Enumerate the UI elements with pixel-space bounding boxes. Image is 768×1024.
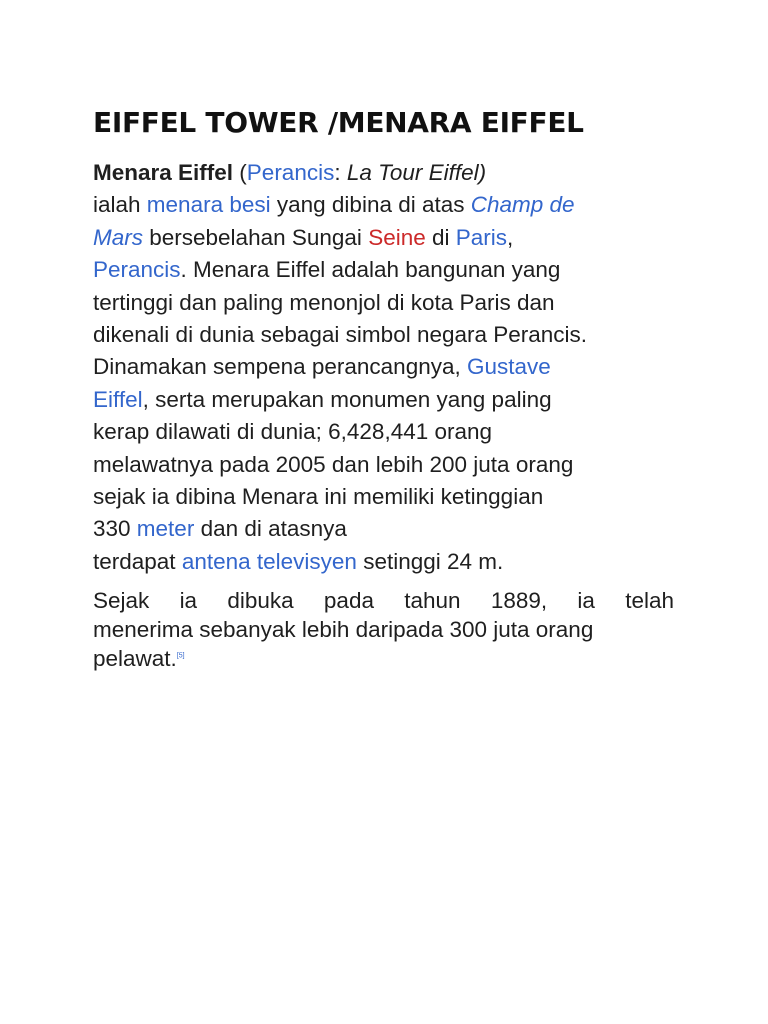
link-antena-televisyen[interactable]: antena televisyen: [181, 548, 357, 574]
text-fragment: pelawat.: [93, 646, 177, 671]
text-fragment: dan di atasnya: [194, 516, 347, 542]
link-perancis-2[interactable]: Perancis: [93, 257, 181, 283]
link-champ-de-mars[interactable]: Champ de: [470, 192, 575, 218]
paragraph-visitors: [93, 586, 674, 673]
text-fragment: :: [334, 160, 347, 185]
text-fragment: yang dibina di atas: [270, 192, 471, 218]
word: ia: [179, 588, 198, 613]
text-fragment: di: [425, 224, 456, 250]
bold-term: Menara Eiffel: [93, 160, 234, 185]
link-seine[interactable]: Seine: [368, 224, 426, 250]
text-line: [93, 157, 683, 189]
text-line: melawatnya pada 2005 dan lebih 200 juta orang: [93, 451, 574, 477]
word: dibuka: [227, 588, 294, 613]
text-line-justified: [93, 586, 674, 615]
link-gustave-eiffel-cont[interactable]: Eiffel: [93, 386, 143, 412]
text-line: [93, 189, 683, 221]
text-line: [93, 513, 683, 545]
text-line: [93, 546, 683, 578]
link-perancis[interactable]: Perancis: [246, 160, 335, 185]
text-fragment: ,: [507, 224, 514, 250]
link-menara-besi[interactable]: menara besi: [146, 192, 271, 218]
link-champ-de-mars-cont[interactable]: Mars: [93, 224, 143, 250]
text-fragment: . Menara Eiffel adalah bangunan yang: [180, 257, 561, 283]
text-line: menerima sebanyak lebih daripada 300 juta orang: [93, 617, 594, 642]
document-title: EIFFEL TOWER /MENARA EIFFEL: [93, 106, 584, 139]
text-line: [93, 254, 683, 286]
word: tahun: [404, 588, 461, 613]
text-fragment: terdapat: [93, 548, 182, 574]
text-line: tertinggi dan paling menonjol di kota Paris dan: [93, 289, 555, 315]
text-line: [93, 384, 683, 416]
text-line: [93, 351, 683, 383]
text-fragment: bersebelahan Sungai: [143, 224, 369, 250]
word: ia: [577, 588, 595, 613]
word: Sejak: [93, 588, 150, 613]
text-fragment: Dinamakan sempena perancangnya,: [93, 354, 467, 380]
text-fragment: 330: [93, 516, 137, 542]
text-fragment: ialah: [93, 192, 147, 218]
reference-link[interactable]: [5]: [176, 652, 185, 660]
italic-term: La Tour Eiffel): [346, 160, 487, 185]
word: pada: [323, 588, 374, 613]
word: telah: [625, 588, 674, 613]
link-meter[interactable]: meter: [136, 516, 195, 542]
text-line: kerap dilawati di dunia; 6,428,441 orang: [93, 419, 493, 445]
text-line: [93, 644, 674, 673]
link-paris[interactable]: Paris: [455, 224, 508, 250]
text-fragment: (: [233, 160, 247, 185]
word: 1889,: [490, 588, 548, 613]
text-line: sejak ia dibina Menara ini memiliki ketinggian: [93, 484, 544, 510]
text-fragment: , serta merupakan monumen yang paling: [142, 386, 552, 412]
link-gustave-eiffel[interactable]: Gustave: [467, 354, 551, 380]
paragraph-intro: [93, 157, 683, 578]
text-line: dikenali di dunia sebagai simbol negara Perancis.: [93, 322, 588, 348]
text-fragment: setinggi 24 m.: [356, 548, 504, 574]
text-line: [93, 222, 683, 254]
